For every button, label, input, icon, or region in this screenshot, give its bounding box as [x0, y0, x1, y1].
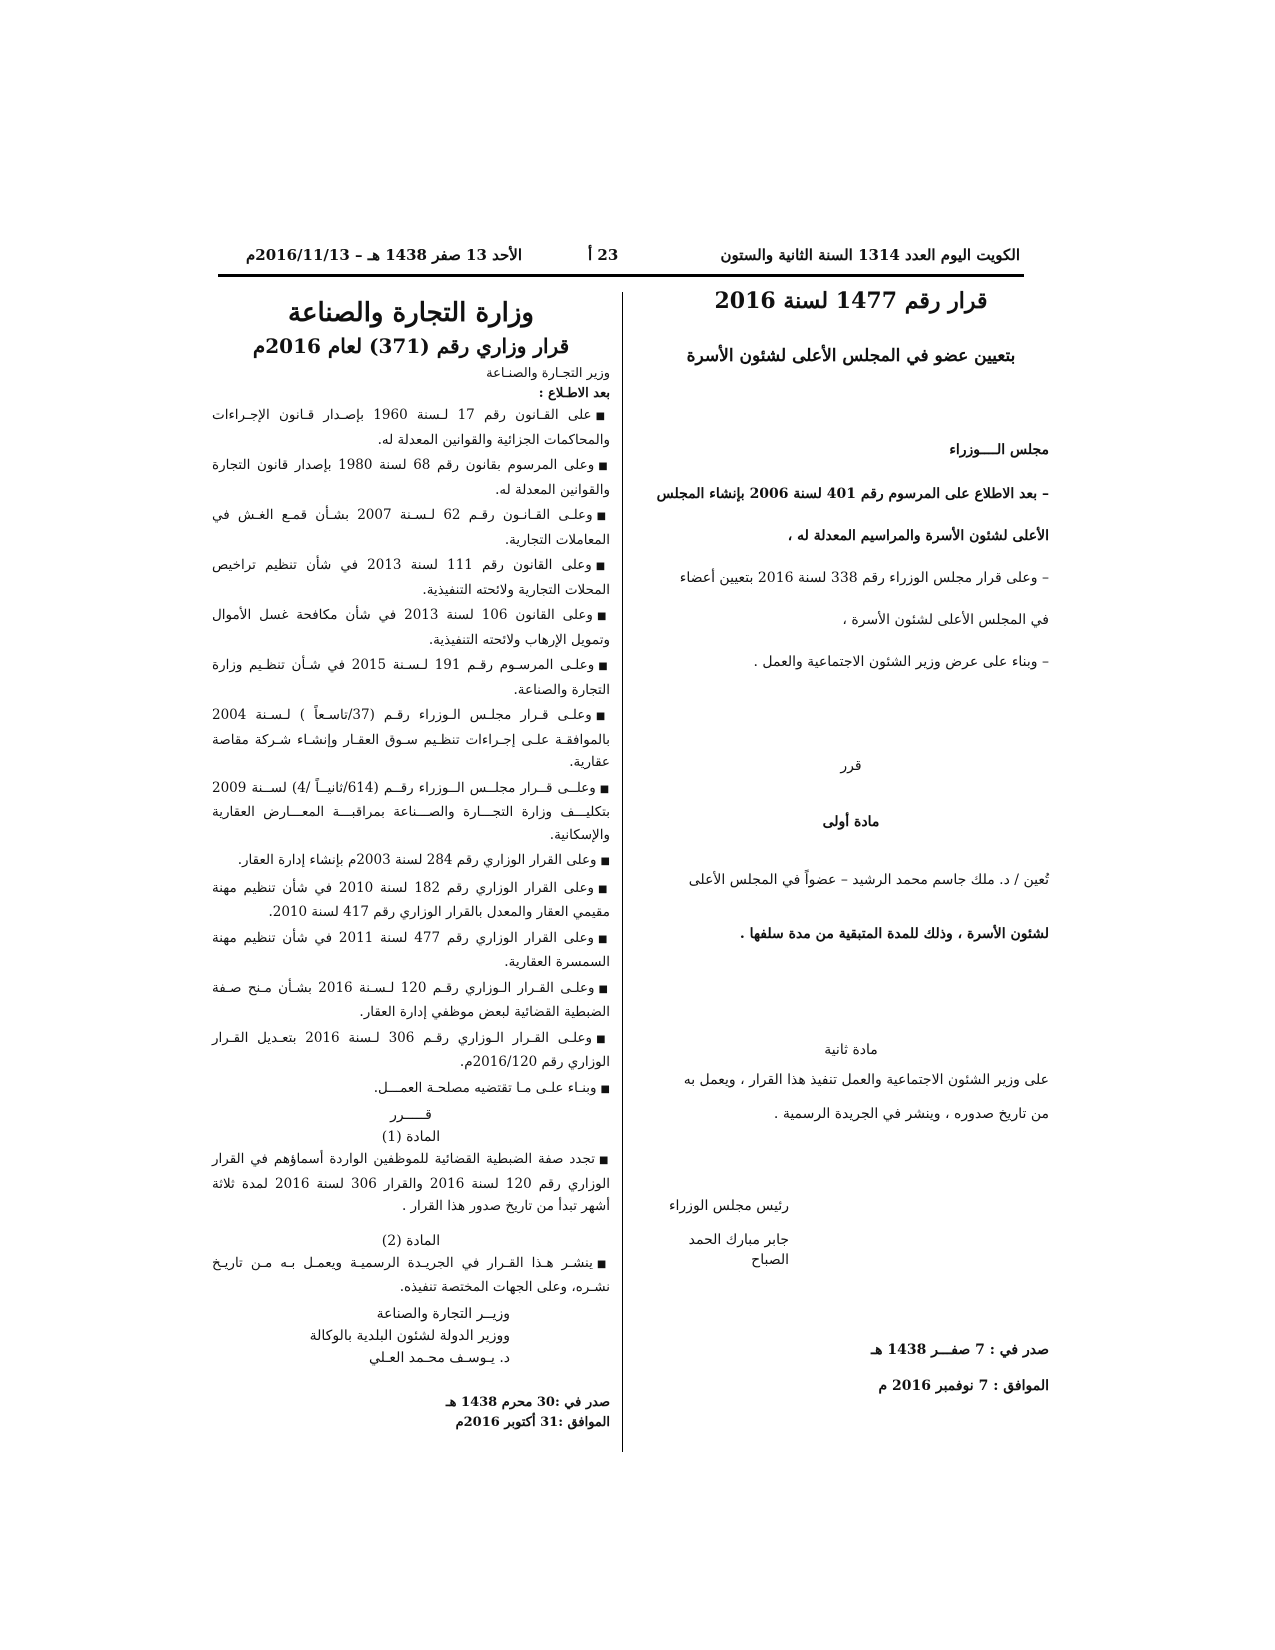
signer-line-2: ووزير الدولة لشئون البلدية بالوكالة	[309, 1327, 510, 1344]
ministerial-decision-title: قرار وزاري رقم (371) لعام 2016م	[252, 334, 570, 358]
signer-line-1: وزيــر التجارة والصناعة	[376, 1305, 510, 1322]
ministerial-decision	[212, 298, 610, 1433]
preamble-item: ■وعلى القانون رقم 111 لسنة 2013 في شأن تنظيم تراخيص المحلات التجارية ولائحته التنفيذية.	[212, 557, 610, 598]
preamble-item: ■وعلى القرار الوزاري رقم 182 لسنة 2010 في شأن تنظيم مهنة مقيمي العقار والمعدل بالقرار الوزاري رقم 417 لسنة 2010.	[212, 879, 610, 920]
cabinet-decision-subtitle: بتعيين عضو في المجلس الأعلى لشئون الأسرة	[686, 346, 1016, 366]
header-date: الأحد 13 صفر 1438 هـ – 2016/11/13م	[246, 246, 522, 264]
signer-name: جابر مبارك الحمد الصباح	[688, 1232, 789, 1268]
header-newspaper-issue: الكويت اليوم العدد 1314 السنة الثانية والستون	[720, 246, 1020, 264]
preamble-item: ■وعلـى القـرار الـوزاري رقـم 306 لـسنة 2016 بتعـديل القـرار الوزاري رقم 2016/120م.	[212, 1029, 610, 1070]
decided-word: قـــــرر	[390, 1107, 432, 1123]
article-1-title: المادة (1)	[381, 1129, 441, 1145]
after-review: بعد الاطـلاع :	[538, 386, 610, 401]
preamble-item: ■وعلى القرار الوزاري رقم 284 لسنة 2003م بإنشاء إدارة العقار.	[237, 852, 610, 868]
article-1-title: مادة أولى	[822, 814, 880, 830]
preamble-item: ■وعلــى قــرار مجلــس الــوزراء رقــم (614/ثانيــاً /4) لســنة 2009 بتكليـــف وزارة التجـــارة والصـــناعة بمراقبـــة المعـــارض العقارية والإسكانية.	[212, 779, 611, 843]
issued-gregorian: الموافق :31 أكتوبر 2016م	[455, 1414, 610, 1430]
header-page-number: 23 أ	[588, 246, 619, 264]
article-2-line-2: من تاريخ صدوره ، وينشر في الجريدة الرسمية .	[773, 1106, 1049, 1122]
decided-word: قرر	[840, 758, 862, 774]
signer-name: د. يـوسـف محـمد العـلي	[369, 1349, 510, 1366]
preamble-item: ■وعلـى المرسـوم رقـم 191 لـسـنة 2015 في شـأن تنظـيم وزارة التجارة والصناعة.	[212, 657, 610, 698]
article-1-text: ■تجدد صفة الضبطية القضائية للموظفين الواردة أسماؤهم في القرار الوزاري رقم 120 لسنة 2016 والقرار 306 لسنة 2016 لمدة ثلاثة أشهر تبدأ من تاريخ صدور هذا القرار .	[212, 1151, 611, 1214]
article-2-title: مادة ثانية	[824, 1042, 878, 1058]
header-rule	[218, 274, 1024, 277]
cabinet-decision-title: قرار رقم 1477 لسنة 2016	[714, 288, 988, 314]
preamble-list	[212, 404, 610, 1101]
preamble-2-cont: في المجلس الأعلى لشئون الأسرة ،	[842, 612, 1049, 628]
article-2-text: ■ينشـر هـذا القـرار في الجريـدة الرسميـة ويعمـل بـه مـن تاريـخ نشـره، وعلى الجهات المختصة تنفيذه.	[212, 1254, 610, 1295]
preamble-item: ■وبنـاء علـى مـا تقتضيه مصلحـة العمـــل.	[373, 1079, 610, 1096]
signer-title: رئيس مجلس الوزراء	[668, 1198, 789, 1214]
minister-line: وزير التجـارة والصنـاعة	[486, 366, 610, 381]
preamble-1: – بعد الاطلاع على المرسوم رقم 401 لسنة 2006 بإنشاء المجلس	[656, 486, 1049, 502]
preamble-item: ■وعلـى القـرار الـوزاري رقـم 120 لـسـنة 2016 بشـأن مـنح صـفة الضبطية القضائية لبعض موظفي إدارة العقار.	[212, 979, 610, 1020]
preamble-item: ■وعلـى القـانـون رقـم 62 لـسـنة 2007 بشـأن قمـع الغـش في المعاملات التجارية.	[212, 507, 610, 548]
article-1-line-1: تُعين / د. ملك جاسم محمد الرشيد – عضواً في المجلس الأعلى	[688, 872, 1049, 888]
issued-gregorian: الموافق : 7 نوفمبر 2016 م	[878, 1378, 1049, 1394]
preamble-2: – وعلى قرار مجلس الوزراء رقم 338 لسنة 2016 بتعيين أعضاء	[679, 570, 1049, 586]
preamble-item: ■وعلـى قـرار مجلـس الـوزراء رقـم (37/تاسـعاً ) لـسـنة 2004 بالموافقـة علـى إجـراءات تنظـيم سـوق العقـار وإنشـاء شـركة مقاصة عقارية.	[212, 707, 610, 770]
article-2-line-1: على وزير الشئون الاجتماعية والعمل تنفيذ هذا القرار ، ويعمل به	[683, 1072, 1049, 1088]
issued-hijri: صدر في : 7 صفـــر 1438 هـ	[871, 1342, 1049, 1358]
ministry-name: وزارة التجارة والصناعة	[288, 298, 534, 328]
preamble-1-cont: الأعلى لشئون الأسرة والمراسيم المعدلة له ،	[787, 528, 1049, 544]
article-1-line-2: لشئون الأسرة ، وذلك للمدة المتبقية من مدة سلفها .	[739, 926, 1049, 942]
preamble-item: ■وعلى المرسوم بقانون رقم 68 لسنة 1980 بإصدار قانون التجارة والقوانين المعدلة له.	[212, 457, 611, 498]
preamble-item: ■على القـانون رقم 17 لـسنة 1960 بإصـدار قـانون الإجـراءات والمحاكمات الجزائية والقوانين المعدلة له.	[212, 407, 611, 448]
council-heading: مجلس الــــوزراء	[949, 442, 1049, 458]
preamble-item: ■وعلى القانون 106 لسنة 2013 في شأن مكافحة غسل الأموال وتمويل الإرهاب ولائحته التنفيذية.	[212, 607, 610, 648]
column-divider	[622, 292, 623, 1452]
article-2-title: المادة (2)	[381, 1232, 441, 1249]
preamble-3: – وبناء على عرض وزير الشئون الاجتماعية والعمل .	[753, 654, 1049, 670]
cabinet-decision	[653, 288, 1049, 1460]
preamble-item: ■وعلى القرار الوزاري رقم 477 لسنة 2011 في شأن تنظيم مهنة السمسرة العقارية.	[212, 929, 610, 970]
issued-hijri: صدر في :30 محرم 1438 هـ	[445, 1394, 610, 1410]
